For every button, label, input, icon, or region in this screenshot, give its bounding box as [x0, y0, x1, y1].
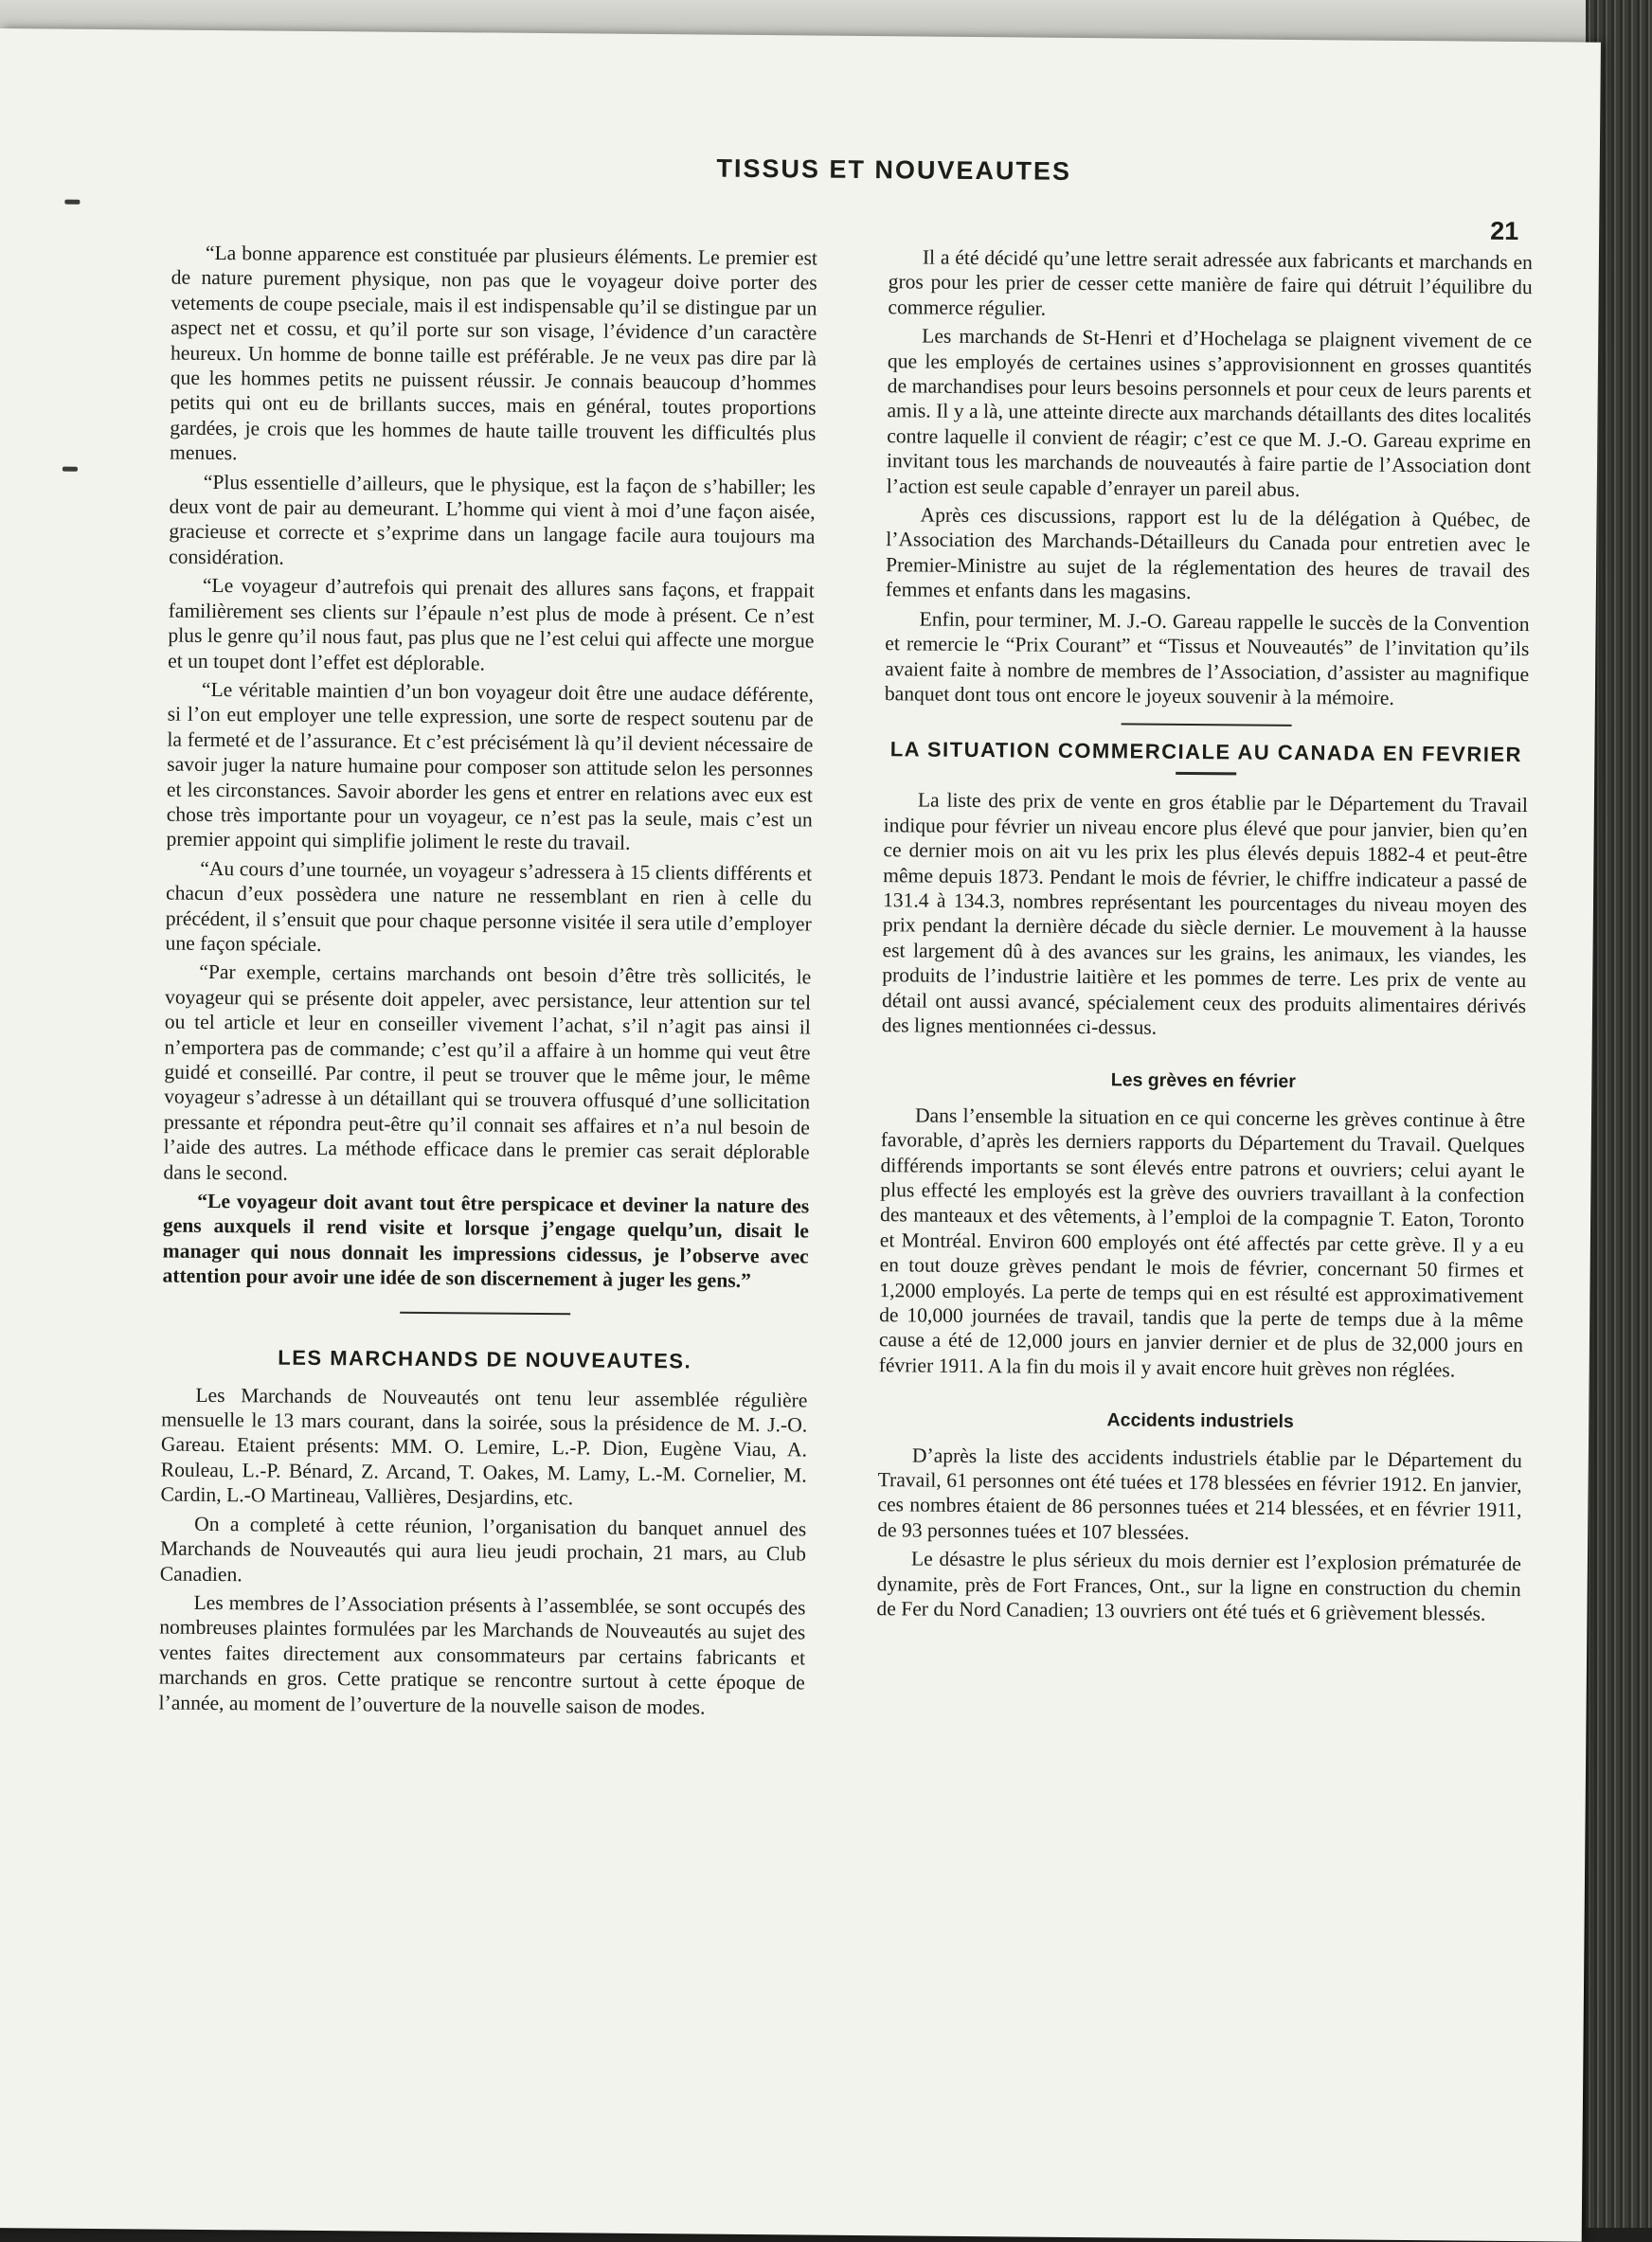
magazine-page: [0, 28, 1601, 2242]
page-number: 21: [1490, 216, 1519, 245]
article-paragraph: On a completé à cette réunion, l’organisation du banquet annuel des Marchands de Nouveautés qui aura lieu jeudi prochain, 21 mars, au Club Canadien.: [159, 1512, 807, 1586]
subheading-accidents: Accidents industriels: [1106, 1409, 1294, 1433]
article-paragraph: Dans l’ensemble la situation en ce qui concerne les grèves continue à être favorable, d’après les derniers rapports du Département du Travail. Quelques différends importants se sont élevés entre patrons et ouvriers; celui ayant le plus effecté les employés est la grève des ouvriers travaillant à la confection des manteaux et des vêtements, à l’emploi de la compagnie T. Eaton, Toronto et Montréal. Environ 600 employés ont été affectés par cette grève. Il y a eu en tout douze grèves pendant le mois de février, concernant 50 firmes et 1,2000 employés. La perte de temps qui en est résulté est approximativement de 10,000 journées de travail, tandis que la perte de temps due à la même cause a été de 12,000 jours en janvier dernier et de plus de 32,000 jours en février 1911. A la fin du mois il y avait encore huit grèves non réglées.: [878, 1103, 1526, 1382]
article-paragraph: Les Marchands de Nouveautés ont tenu leur assemblée régulière mensuelle le 13 mars courant, dans la soirée, sous la présidence de M. J.-O. Gareau. Etaient présents: MM. O. Lemire, L.-P. Dion, Eugène Viau, A. Rouleau, L.-P. Bénard, Z. Arcand, T. Oakes, M. Lamy, L.-M. Cornelier, M. Cardin, L.-O Martineau, Vallières, Desjardins, etc.: [160, 1383, 808, 1510]
article-paragraph: La liste des prix de vente en gros établie par le Département du Travail indique pour février un niveau encore plus élevé que pour janvier, bien qu’en ce dernier mois on ait vu les prix les plus élevés depuis 1882-4 et peut-être même depuis 1873. Pendant le mois de février, le chiffre indicateur a passé de 131.4 à 134.3, nombres représentant les pourcentages du niveau moyen des prix pendant la dernière décade du siècle dernier. Le mouvement à la hausse est largement dû à des avances sur les grains, les animaux, les viandes, les produits de l’industrie laitière et les pommes de terre. Les prix de vente au détail ont aussi avancé, spécialement ceux des produits alimentaires dérivés des lignes mentionnées ci-dessus.: [881, 788, 1529, 1039]
subheading-greves: Les grèves en février: [1110, 1069, 1297, 1093]
article-paragraph: “Le véritable maintien d’un bon voyageur doit être une audace déférente, si l’on eut employer une telle expression, une sorte de respect soutenu par de la fermeté et de l’assurance. Et c’est précisément là qu’il devient nécessaire de savoir juger la nature humaine pour composer son attitude selon les personnes et les circonstances. Savoir aborder les gens et entrer en relations avec eux est chose très importante pour un voyageur, ce n’est pas la seule, mais c’est un premier appoint qui simplifie joliment le reste du travail.: [166, 677, 814, 855]
article-paragraph: “La bonne apparence est constituée par plusieurs éléments. Le premier est de nature purement physique, non pas que le voyageur doive porter des vetements de coupe pseciale, mais il est indispensable qu’il se distingue par un aspect net et cossu, et qu’il porte sur son visage, l’évidence d’un caractère heureux. Un homme de bonne taille est préférable. Je ne veux pas dire par là que les hommes petits ne puissent réussir. Je connais beaucoup d’hommes petits qui ont eu de brillants succes, mais en général, toutes proportions gardées, je crois que les hommes de haute taille trouvent les difficultés plus menues.: [169, 241, 818, 465]
heading-underline: [1176, 772, 1236, 776]
running-title: TISSUS ET NOUVEAUTES: [716, 153, 1072, 186]
section-title-situation-commerciale: LA SITUATION COMMERCIALE AU CANADA EN FEVRIER: [889, 737, 1523, 767]
article-paragraph: “Plus essentielle d’ailleurs, que le physique, est la façon de s’habiller; les deux vont de pair au demeurant. L’homme qui vient à moi d’une façon aisée, gracieuse et correcte et s’exprime dans un langage facile aura toujours ma considération.: [169, 470, 816, 569]
article-paragraph: Les marchands de St-Henri et d’Hochelaga se plaignent vivement de ce que les employés de certaines usines s’approvisionnent en grosses quantités de marchandises pour leurs besoins personnels et pour ceux de leurs parents et amis. Il y a là, une atteinte directe aux marchands détaillants des dites localités contre laquelle il convient de réagir; c’est ce que M. J.-O. Gareau exprime en invitant tous les marchands de nouveautés à faire partie de l’Association dont l’action est seule capable d’enrayer un pareil abus.: [886, 324, 1533, 501]
left-column: [158, 241, 817, 1725]
section-title-marchands: LES MARCHANDS DE NOUVEAUTES.: [278, 1345, 692, 1373]
article-paragraph: D’après la liste des accidents industriels établie par le Département du Travail, 61 personnes ont été tuées et 178 blessées en février 1912. En janvier, ces nombres étaient de 86 personnes tuées et 214 blessées, et en février 1911, de 93 personnes tuées et 107 blessées.: [877, 1444, 1522, 1544]
article-paragraph: Les membres de l’Association présents à l’assemblée, se sont occupés des nombreuses plaintes formulées par les Marchands de Nouveautés au sujet des ventes faites directement aux consommateurs par certains fabricants et marchands en gros. Cette pratique se rencontre surtout à cette époque de l’année, au moment de l’ouverture de la nouvelle saison de modes.: [158, 1590, 806, 1719]
article-paragraph: “Le voyageur d’autrefois qui prenait des allures sans façons, et frappait familièrement ses clients sur l’épaule n’est plus de mode à présent. Ce n’est plus le genre qu’il nous faut, pas plus que ne l’est celui qui affecte une morgue et un toupet dont l’effet est déplorable.: [168, 574, 815, 674]
article-paragraph: “Au cours d’une tournée, un voyageur s’adressera à 15 clients différents et chacun d’eux possèdera une nature ne ressemblant en rien à celle du précédent, il s’ensuit que pour chaque personne visitée il sera utile d’employer une façon spéciale.: [165, 856, 813, 956]
section-divider: [400, 1311, 570, 1315]
article-paragraph: Il a été décidé qu’une lettre serait adressée aux fabricants et marchands en gros pour les prier de cesser cette manière de faire qui détruit l’équilibre du commerce régulier.: [888, 245, 1534, 320]
article-paragraph: “Par exemple, certains marchands ont besoin d’être très sollicités, le voyageur qui se présente doit appeler, avec persistance, leur attention sur tel ou tel article et leur en conseiller vivement l’achat, s’il n’agit pas ainsi il n’emportera pas de commande; c’est qu’il a affaire à un homme qui veut être guidé et conseillé. Par contre, il peut se trouver que le même jour, le même voyageur s’adresse à un détaillant qui se trouvera offusqué d’une sollicitation pressante et répondra peut-être qu’il connait ses affaires et n’a nul besoin de l’aide des autres. La méthode efficace dans le premier cas serait déplorable dans le second.: [163, 960, 812, 1185]
section-divider: [1122, 724, 1292, 727]
article-paragraph: Après ces discussions, rapport est lu de la délégation à Québec, de l’Association des Marchands-Détailleurs du Canada pour entretien avec le Premier-Ministre au sujet de la réglementation des heures de travail des femmes et enfants dans les magasins.: [885, 503, 1531, 604]
right-column: [876, 244, 1533, 1630]
margin-mark: [64, 200, 80, 205]
article-paragraph-closing-quote: “Le voyageur doit avant tout être perspicace et deviner la nature des gens auxquels il rend visite et lorsque j’engage quelqu’un, disait le manager qui nous donnait les impressions cidessus, je l’observe avec attention pour avoir une idée de son discernement à juger les gens.”: [162, 1189, 810, 1293]
article-paragraph: Enfin, pour terminer, M. J.-O. Gareau rappelle le succès de la Convention et remercie le “Prix Courant” et “Tissus et Nouveautés” de l’invitation qu’ils avaient faite à nombre de membres de l’Association, d’assister au magnifique banquet dont tous ont encore le joyeux souvenir à la mémoire.: [884, 607, 1530, 709]
margin-mark: [63, 467, 78, 472]
article-paragraph: Le désastre le plus sérieux du mois dernier est l’explosion prématurée de dynamite, près de Fort Frances, Ont., sur la ligne en construction du chemin de Fer du Nord Canadien; 13 ouvriers ont été tués et 6 grièvement blessés.: [876, 1547, 1522, 1625]
